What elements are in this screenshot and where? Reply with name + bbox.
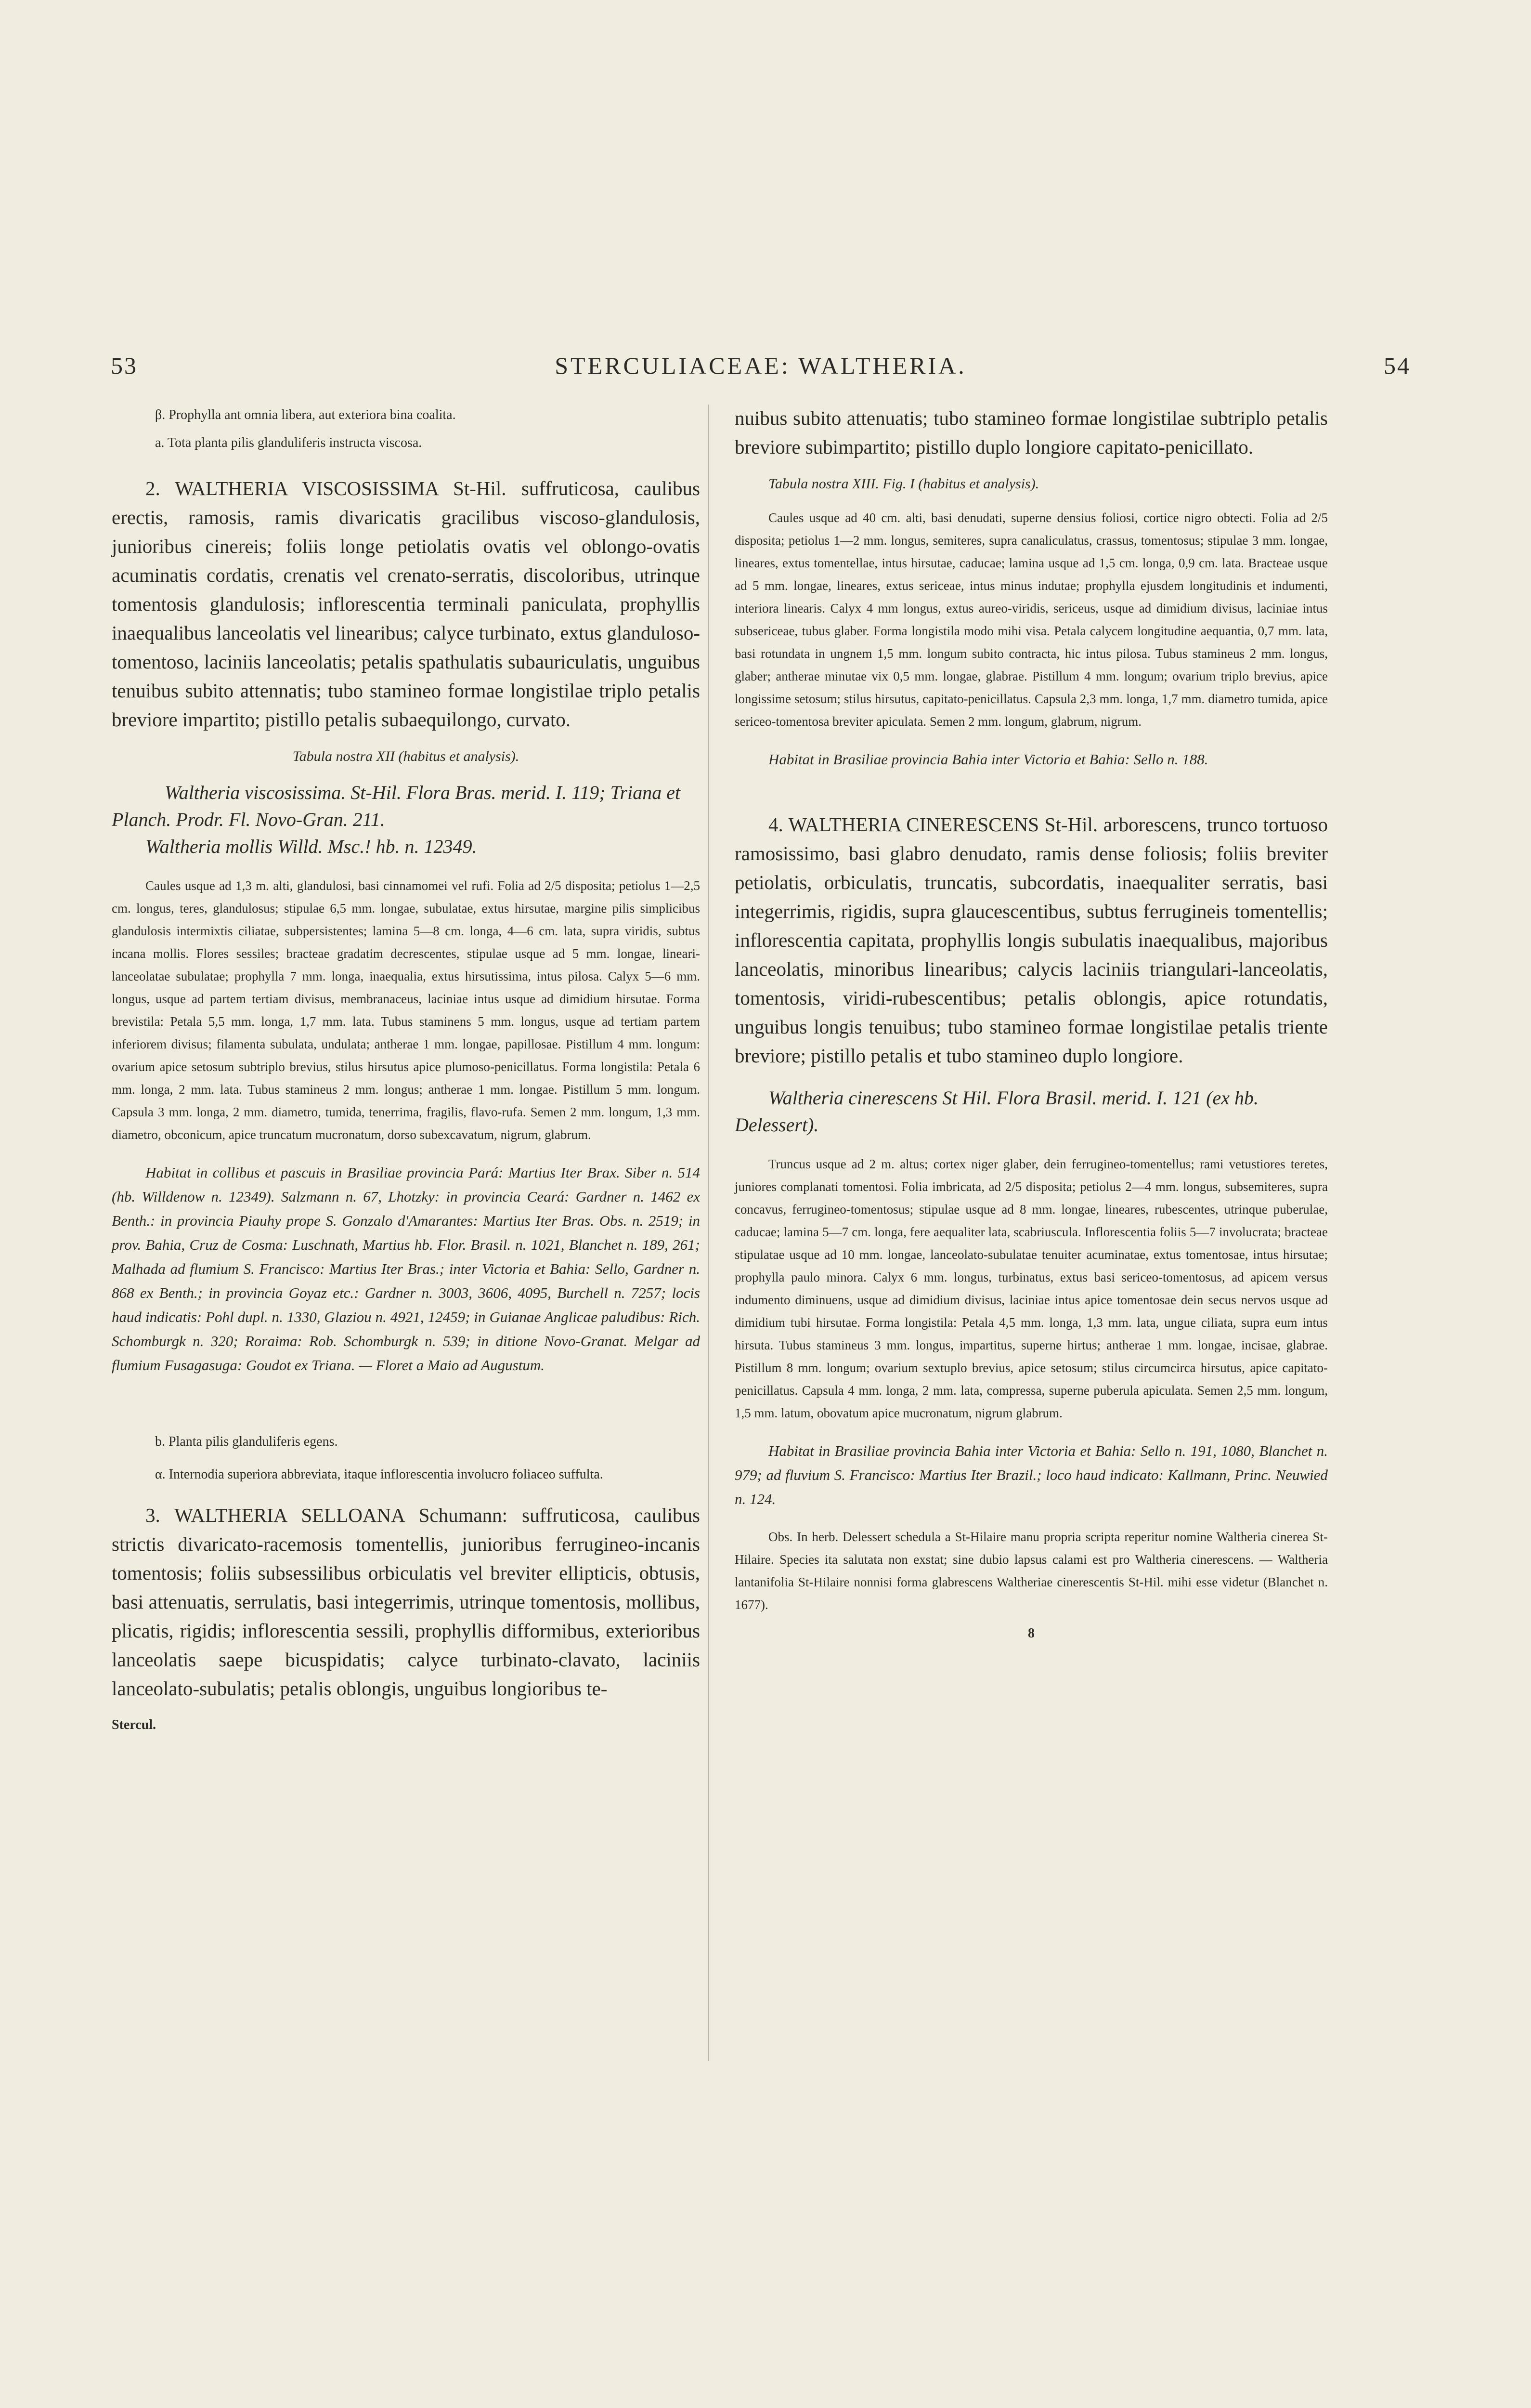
right-column <box>735 404 1328 1641</box>
key-alpha: α. Internodia superiora abbreviata, itaque inflorescentia involucro foliaceo suffulta. <box>155 1467 603 1482</box>
page-header <box>111 352 1411 385</box>
page-number-right: 54 <box>1384 352 1411 379</box>
species-3-diagnosis-continued: nuibus subito attenuatis; tubo stamineo formae longistilae subtriplo petalis breviore subimpartito; pistillo duplo longiore capitato-penicillato. <box>735 407 1328 458</box>
key-a: a. Tota planta pilis glanduliferis instructa viscosa. <box>155 435 422 450</box>
species-4-diagnosis: 4. WALTHERIA CINERESCENS St-Hil. arborescens, trunco tortuoso ramosissimo, basi glabro denudato, ramis dense foliosis; foliis breviter petiolatis, orbiculatis, truncatis, subcordatis, inaequaliter serratis, basi integerrimis, rigidis, supra glaucescentibus, subtus ferrugineis tomentellis; inflorescentia capitata, prophyllis longis subulatis inaequalibus, majoribus lanceolatis, minoribus linearibus; calycis laciniis triangulari-lanceolatis, tomentosis, viridi-rubescentibus; petalis oblongis, apice rotundatis, unguibus longis tenuibus; tubo stamineo formae longistilae petalis triente breviore; pistillo petalis et tubo stamineo duplo longiore. <box>735 813 1328 1067</box>
species-3-habitat: Habitat in Brasiliae provincia Bahia inter Victoria et Bahia: Sello n. 188. <box>768 751 1208 768</box>
page-number-left: 53 <box>111 352 138 379</box>
key-beta: β. Prophylla ant omnia libera, aut exteriora bina coalita. <box>155 407 456 422</box>
species-3-plate-reference: Tabula nostra XIII. Fig. I (habitus et analysis). <box>768 476 1039 492</box>
species-4-habitat: Habitat in Brasiliae provincia Bahia inter Victoria et Bahia: Sello n. 191, 1080, Blanchet n. 979; ad fluvium S. Francisco: Martius Iter Brazil.; loco haud indicato: Kallmann, Princ. Neuwied n. 124. <box>735 1442 1328 1507</box>
species-4-synonymy: Waltheria cinerescens St Hil. Flora Brasil. merid. I. 121 (ex hb. Delessert). <box>735 1087 1259 1136</box>
column-divider <box>708 405 709 2061</box>
species-2-synonym-1: Waltheria viscosissima. St-Hil. Flora Bras. merid. I. 119; Triana et Planch. Prodr. Fl. Novo-Gran. 211. <box>112 782 681 830</box>
species-2-plate-reference: Tabula nostra XII (habitus et analysis). <box>292 748 519 764</box>
species-2-description: Caules usque ad 1,3 m. alti, glandulosi, basi cinnamomei vel rufi. Folia ad 2/5 disposita; petiolus 1—2,5 cm. longus, teres, glandulosus; stipulae 6,5 mm. longae, subulatae, extus hirsutae, margine pilis simplicibus glandulosis intermixtis ciliatae, subpersistentes; lamina 5—8 cm. longa, 4—6 cm. lata, supra viridis, subtus incana mollis. Flores sessiles; bracteae gradatim decrescentes, stipulae usque ad 5 mm. longae, lineari-lanceolatae subulatae; prophylla 7 mm. longa, inaequalia, extus hirsutissima, intus pilosa. Calyx 5—6 mm. longus, usque ad partem tertiam divisus, membranaceus, laciniae intus usque ad dimidium hirsutae. Forma brevistila: Petala 5,5 mm. longa, 1,7 mm. lata. Tubus staminens 5 mm. longus, usque ad tertiam partem inferiorem divisus; filamenta subulata, undulata; antherae 1 mm. longae, papillosae. Pistillum 4 mm. longum: ovarium apice setosum subtriplo brevius, stilus hirsutus apice plumoso-penicillatus. Forma longistila: Petala 6 mm. longa, 2 mm. lata. Tubus stamineus 2 mm. longus; antherae 1 mm. longae. Pistillum 5 mm. longum. Capsula 3 mm. longa, 2 mm. diametro, tumida, tenerrima, fragilis, flavo-rufa. Semen 2 mm. longum, 1,3 mm. diametro, obconicum, apice truncatum mucronatum, dorso subexcavatum, nigrum, glabrum. <box>112 878 700 1142</box>
species-2-diagnosis: 2. WALTHERIA VISCOSISSIMA St-Hil. suffruticosa, caulibus erectis, ramosis, ramis divaricatis gracilibus viscoso-glandulosis, junioribus cinereis; foliis longe petiolatis ovatis vel oblongo-ovatis acuminatis cordatis, crenatis vel crenato-serratis, discoloribus, utrinque tomentosis glandulosis; inflorescentia terminali paniculata, prophyllis inaequalibus lanceolatis vel linearibus; calyce turbinato, extus glanduloso-tomentoso, laciniis lanceolatis; petalis spathulatis subauriculatis, unguibus tenuibus subito attennatis; tubo stamineo formae longistilae triplo petalis breviore impartito; pistillo petalis subaequilongo, curvato. <box>112 477 700 731</box>
running-title: STERCULIACEAE: WALTHERIA. <box>555 352 967 379</box>
species-2-habitat: Habitat in collibus et pascuis in Brasiliae provincia Pará: Martius Iter Brax. Siber n. 514 (hb. Willdenow n. 12349). Salzmann n. 67, Lhotzky: in provincia Ceará: Gardner n. 1462 ex Benth.: in provincia Piauhy prope S. Gonzalo d'Amarantes: Martius Iter Bras. Obs. n. 2519; in prov. Bahia, Cruz de Cosma: Luschnath, Martius hb. Flor. Brasil. n. 1021, Blanchet n. 189, 261; Malhada ad flumium S. Francisco: Martius Iter Bras.; inter Victoria et Bahia: Sello, Gardner n. 868 ex Benth.; in provincia Goyaz etc.: Gardner n. 3003, 3606, 4095, Burchell n. 7257; locis haud indicatis: Pohl dupl. n. 1330, Glaziou n. 4921, 12459; in Guianae Anglicae paludibus: Rich. Schomburgk n. 320; Roraima: Rob. Schomburgk n. 539; in ditione Novo-Granat. Melgar ad flumium Fusagasuga: Goudot ex Triana. — Floret a Maio ad Augustum. <box>112 1164 700 1374</box>
species-3-description: Caules usque ad 40 cm. alti, basi denudati, superne densius foliosi, cortice nigro obtecti. Folia ad 2/5 disposita; petiolus 1—2 mm. longus, semiteres, supra canaliculatus, crassus, tomentosus; stipulae 3 mm. longae, lineares, extus tomentellae, intus hirsutae, caducae; lamina usque ad 1,5 cm. longa, 0,9 cm. lata. Bracteae usque ad 5 mm. longae, lineares, extus sericeae, intus minus indutae; prophylla ejusdem longitudinis et indumenti, interiora linearis. Calyx 4 mm longus, extus aureo-viridis, sericeus, usque ad dimidium divisus, laciniae intus subsericeae, tubus glaber. Forma longistila modo mihi visa. Petala calycem longitudine aequantia, 0,7 mm. lata, basi rotundata in ungnem 1,5 mm. longum subito contracta, hic intus pilosa. Tubus stamineus 2 mm. longus, glaber; antherae minutae vix 0,5 mm. longae, glabrae. Pistillum 4 mm. longum; ovarium triplo brevius, apice longissime setosum; stilus hirsutus, capitato-penicillatus. Capsula 2,3 mm. longa, 1,7 mm. diametro tumida, apice sericeo-tomentosa breviter apiculata. Semen 2 mm. longum, glabrum, nigrum. <box>735 510 1328 729</box>
species-2-synonymy <box>112 779 700 860</box>
key-b: b. Planta pilis glanduliferis egens. <box>155 1434 338 1449</box>
signature-mark-left: Stercul. <box>112 1717 156 1732</box>
species-3-diagnosis: 3. WALTHERIA SELLOANA Schumann: suffruticosa, caulibus strictis divaricato-racemosis tomentellis, junioribus ferrugineo-incanis tomentosis; foliis subsessilibus orbiculatis vel breviter ellipticis, obtusis, basi attenuatis, serrulatis, basi integerrimis, utrinque tomentosis, mollibus, plicatis, rigidis; inflorescentia sessili, prophyllis difformibus, exterioribus lanceolatis saepe bicuspidatis; calyce turbinato-clavato, laciniis lanceolato-subulatis; petalis oblongis, unguibus longioribus te- <box>112 1504 700 1700</box>
left-column <box>112 404 700 1733</box>
signature-mark-right: 8 <box>1028 1626 1035 1641</box>
species-2-synonym-2: Waltheria mollis Willd. Msc.! hb. n. 12349. <box>145 836 477 857</box>
species-4-observation: Obs. In herb. Delessert schedula a St-Hilaire manu propria scripta reperitur nomine Waltheria cinerea St-Hilaire. Species ita salutata non exstat; sine dubio lapsus calami est pro Waltheria cinerescens. — Waltheria lantanifolia St-Hilaire nonnisi forma glabrescens Waltheriae cinerescentis St-Hil. mihi esse videtur (Blanchet n. 1677). <box>735 1530 1328 1612</box>
species-4-description: Truncus usque ad 2 m. altus; cortex niger glaber, dein ferrugineo-tomentellus; rami vetustiores teretes, juniores complanati tomentosi. Folia imbricata, ad 2/5 disposita; petiolus 2—4 mm. longus, subsemiteres, supra concavus, ferrugineo-tomentosus; stipulae usque ad 8 mm. longae, lineares, rubescentes, utrinque puberulae, caducae; lamina 5—7 cm. longa, fere aequaliter lata, scabriuscula. Inflorescentia foliis 5—7 involucrata; bracteae stipulatae usque ad 10 mm. longae, lanceolato-subulatae tenuiter acuminatae, extus tomentosae, intus hirsutae; prophylla paulo minora. Calyx 6 mm. longus, turbinatus, extus basi sericeo-tomentosus, ad apicem versus indumento diminuens, usque ad dimidium divisus, laciniae intus apice tomentosae dein secus nervos usque ad dimidium tubi hirsutae. Forma longistila: Petala 4,5 mm. longa, 1,3 mm. lata, ungue ciliata, supra eum intus hirsuta. Tubus stamineus 3 mm. longus, impartitus, superne hirtus; antherae 1 mm. longae, incisae, glabrae. Pistillum 8 mm. longum; ovarium sextuplo brevius, apice setosum; stilus circumcirca hirsutus, apice capitato-penicillatus. Capsula 4 mm. longa, 2 mm. lata, compressa, superne puberula apiculata. Semen 2,5 mm. longum, 1,5 mm. latum, obovatum apice mucronatum, nigrum glabrum. <box>735 1157 1328 1420</box>
